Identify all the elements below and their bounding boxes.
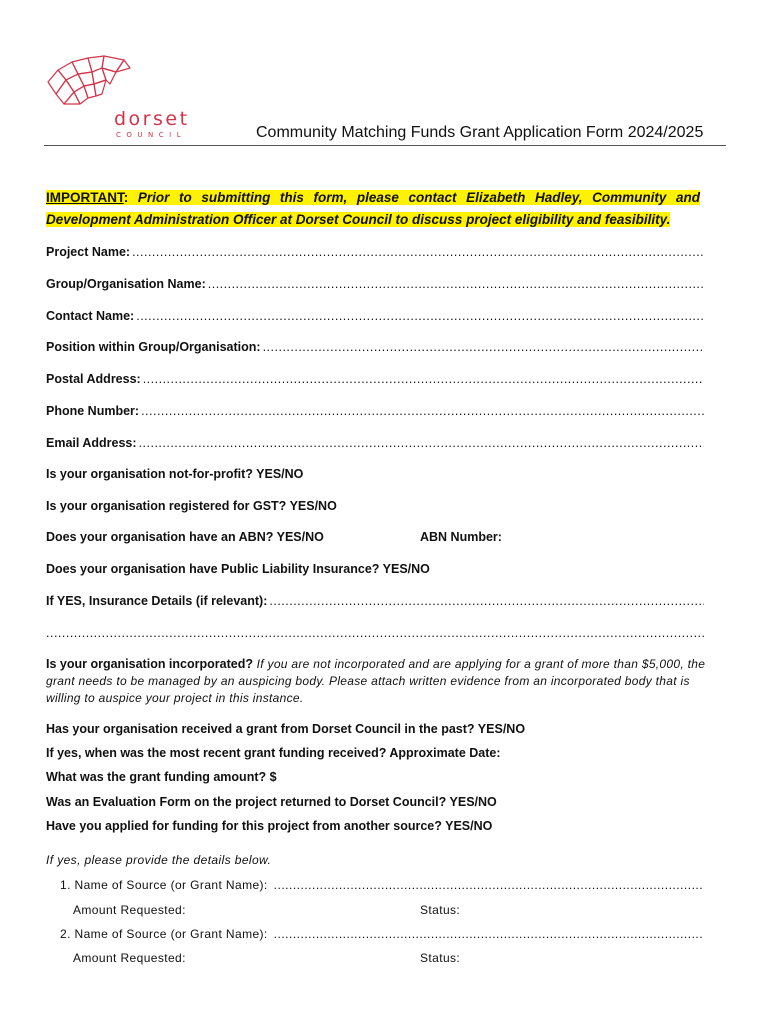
past-grant-question: Has your organisation received a grant from Dorset Council in the past? YES/NO [46,722,526,736]
fill-line [46,626,704,640]
source-1-name-field[interactable] [60,878,704,892]
organisation-name-field[interactable] [46,277,704,291]
position-label: Position within Group/Organisation: [46,340,261,354]
evaluation-form-question: Was an Evaluation Form on the project returned to Dorset Council? YES/NO [46,795,497,809]
fill-line [263,340,704,354]
important-label: IMPORTANT [46,190,124,205]
abn-question: Does your organisation have an ABN? YES/NO [46,530,324,544]
source-2-amount-label[interactable]: Amount Requested: [73,951,186,965]
project-name-field[interactable] [46,245,704,259]
project-name-label: Project Name: [46,245,131,259]
dorset-council-logo-icon [44,54,134,110]
important-notice [46,187,700,231]
insurance-details-continued-field[interactable] [46,626,704,640]
logo-wordmark: dorset [114,108,190,130]
postal-address-field[interactable] [46,372,704,386]
postal-address-label: Postal Address: [46,372,141,386]
phone-number-label: Phone Number: [46,404,140,418]
important-colon: : [123,190,138,205]
fill-line [208,277,704,291]
phone-number-field[interactable] [46,404,704,418]
title-divider [44,145,726,146]
source-2-name-field[interactable] [60,927,704,941]
source-1-label: 1. Name of Source (or Grant Name): [60,878,268,892]
fill-line [274,878,704,892]
form-title: Community Matching Funds Grant Application Form 2024/2025 [256,124,704,141]
incorporated-note: If you are not incorporated and are applying for a grant of more than $5,000, the grant needs to be managed by an auspicing body. Please attach written evidence from an incorporated body that is willing to auspice your project in this instance. [46,657,706,705]
other-sources-intro: If yes, please provide the details below. [46,853,272,867]
fill-line [269,594,704,608]
incorporated-question [46,656,710,707]
insurance-details-field[interactable] [46,594,704,608]
abn-number-label[interactable]: ABN Number: [420,530,502,544]
email-address-field[interactable] [46,436,704,450]
source-1-amount-label[interactable]: Amount Requested: [73,903,186,917]
gst-question: Is your organisation registered for GST? YES/NO [46,499,337,513]
contact-name-label: Contact Name: [46,309,135,323]
fill-line [136,309,704,323]
fill-line [132,245,704,259]
fill-line [143,372,704,386]
grant-amount-question: What was the grant funding amount? $ [46,770,277,784]
source-2-status-label[interactable]: Status: [420,951,461,965]
position-field[interactable] [46,340,704,354]
source-2-label: 2. Name of Source (or Grant Name): [60,927,268,941]
fill-line [274,927,704,941]
other-source-question: Have you applied for funding for this project from another source? YES/NO [46,819,493,833]
recent-grant-date-question: If yes, when was the most recent grant funding received? Approximate Date: [46,746,501,760]
organisation-name-label: Group/Organisation Name: [46,277,206,291]
important-text: Prior to submitting this form, please contact Elizabeth Hadley, Community and Development Administration Officer at Dorset Council to discuss project eligibility and feasibility. [46,190,700,227]
insurance-details-label: If YES, Insurance Details (if relevant): [46,594,268,608]
email-address-label: Email Address: [46,436,137,450]
incorporated-question-label: Is your organisation incorporated? [46,657,253,671]
contact-name-field[interactable] [46,309,704,323]
nfp-question: Is your organisation not-for-profit? YES/NO [46,467,304,481]
fill-line [139,436,704,450]
logo-subtitle: COUNCIL [116,131,187,139]
source-1-status-label[interactable]: Status: [420,903,461,917]
insurance-question: Does your organisation have Public Liability Insurance? YES/NO [46,562,430,576]
fill-line [141,404,704,418]
